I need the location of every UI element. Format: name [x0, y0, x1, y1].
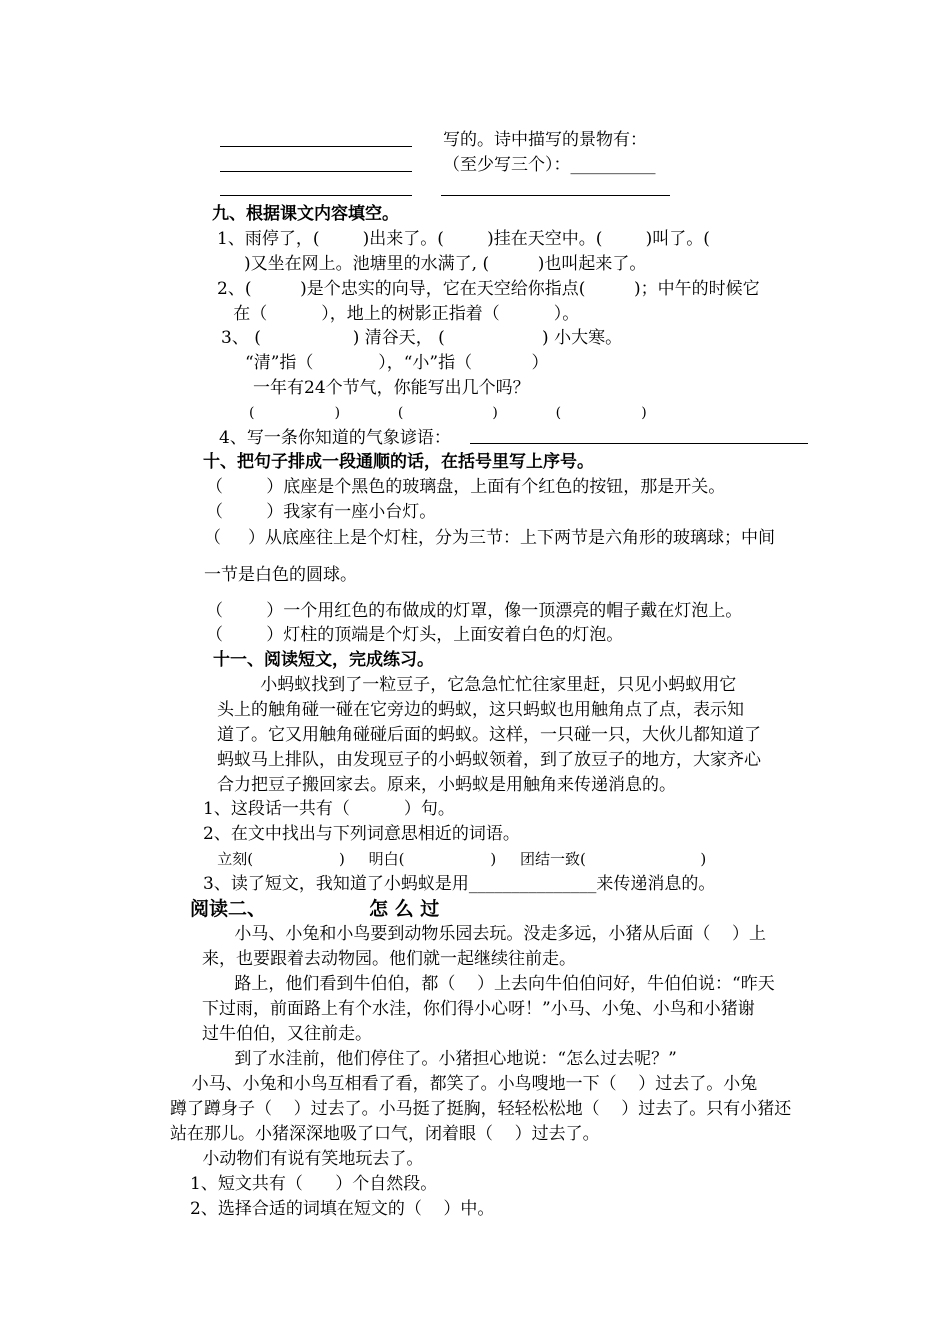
- section-10-line: （ ）从底座往上是个灯柱，分为三节：上下两节是六角形的玻璃球；中间: [204, 528, 776, 548]
- section-9-line: 在（ ），地上的树影正指着（ ）。: [217, 304, 580, 324]
- top-text-line-1: 写的。诗中描写的景物有：: [443, 130, 647, 150]
- answer-line[interactable]: [220, 171, 412, 172]
- question-line: 立刻( ) 明白( ) 团结一致( ): [203, 850, 707, 868]
- story-line: 来，也要跟着去动物园。他们就一起继续往前走。: [202, 949, 576, 969]
- section-10-line: （ ）我家有一座小台灯。: [206, 502, 437, 522]
- story-line: 小马、小兔和小鸟要到动物乐园去玩。没走多远，小猪从后面（ ）上: [202, 924, 767, 944]
- section-10-heading: 十、把句子排成一段通顺的话，在括号里写上序号。: [203, 452, 594, 472]
- story-line: 蹲了蹲身子（ ）过去了。小马挺了挺胸，轻轻松松地（ ）过去了。只有小猪还: [170, 1099, 792, 1119]
- story-line: 到了水洼前，他们停住了。小猪担心地说：“怎么过去呢？”: [202, 1049, 677, 1069]
- story-line: 过牛伯伯，又往前走。: [202, 1024, 372, 1044]
- question-line: 1、这段话一共有（ ）句。: [203, 799, 455, 819]
- question-line: 2、在文中找出与下列词意思相近的词语。: [203, 824, 520, 844]
- section-9-line: )又坐在网上。池塘里的水满了, ( )也叫起来了。: [217, 254, 647, 274]
- section-9-line: ( ) ( ) ( ): [249, 405, 647, 421]
- section-9-line: 2、( )是个忠实的向导，它在天空给你指点( )；中午的时候它: [217, 279, 760, 299]
- story-line: 小动物们有说有笑地玩去了。: [170, 1149, 424, 1169]
- reading-2-title: 怎 么 过: [369, 898, 440, 920]
- section-10-line: （ ）灯柱的顶端是个灯头，上面安着白色的灯泡。: [206, 625, 624, 645]
- section-10-line: （ ）一个用红色的布做成的灯罩，像一顶漂亮的帽子戴在灯泡上。: [206, 601, 743, 621]
- story-line: 路上，他们看到牛伯伯，都（ ）上去向牛伯伯问好，牛伯伯说：“昨天: [202, 974, 775, 994]
- section-9-heading: 九、根据课文内容填空。: [212, 204, 399, 224]
- passage-line: 合力把豆子搬回家去。原来，小蚂蚁是用触角来传递消息的。: [217, 775, 676, 795]
- section-10-line: 一节是白色的圆球。: [204, 565, 357, 585]
- section-9-line: 4、写一条你知道的气象谚语：: [219, 428, 451, 448]
- answer-line[interactable]: [441, 195, 670, 196]
- section-9-line: “清”指（ ），“小”指（ ）: [245, 353, 549, 373]
- top-text-line-2: （至少写三个）：__________: [443, 155, 656, 175]
- story-line: 小马、小兔和小鸟互相看了看，都笑了。小鸟嗖地一下（ ）过去了。小兔: [170, 1074, 758, 1094]
- question-line: 1、短文共有（ ）个自然段。: [190, 1174, 438, 1194]
- section-9-line: 一年有24个节气，你能写出几个吗？: [253, 378, 530, 398]
- section-9-line: 3、 ( ) 清谷天， ( ) 小大寒。: [221, 328, 623, 348]
- answer-line[interactable]: [470, 443, 808, 444]
- story-line: 下过雨，前面路上有个水洼，你们得小心呀！”小马、小兔、小鸟和小猪谢: [202, 999, 755, 1019]
- question-line: 2、选择合适的词填在短文的（ ）中。: [190, 1199, 495, 1219]
- passage-line: 小蚂蚁找到了一粒豆子，它急急忙忙往家里赶，只见小蚂蚁用它: [217, 675, 737, 695]
- section-9-line: 1、雨停了，( )出来了。( )挂在天空中。( )叫了。(: [217, 229, 710, 249]
- passage-line: 头上的触角碰一碰在它旁边的蚂蚁，这只蚂蚁也用触角点了点，表示知: [217, 700, 744, 720]
- passage-line: 蚂蚁马上排队，由发现豆子的小蚂蚁领着，到了放豆子的地方，大家齐心: [217, 750, 761, 770]
- question-line: 3、读了短文，我知道了小蚂蚁是用_______________来传递消息的。: [203, 874, 716, 894]
- reading-2-label: 阅读二、: [190, 898, 267, 920]
- section-10-line: （ ）底座是个黑色的玻璃盘，上面有个红色的按钮，那是开关。: [206, 477, 726, 497]
- story-line: 站在那儿。小猪深深地吸了口气，闭着眼（ ）过去了。: [170, 1124, 600, 1144]
- answer-line[interactable]: [220, 195, 412, 196]
- passage-line: 道了。它又用触角碰碰后面的蚂蚁。这样，一只碰一只，大伙儿都知道了: [217, 725, 761, 745]
- answer-line[interactable]: [220, 146, 412, 147]
- section-11-heading: 十一、阅读短文，完成练习。: [213, 650, 434, 670]
